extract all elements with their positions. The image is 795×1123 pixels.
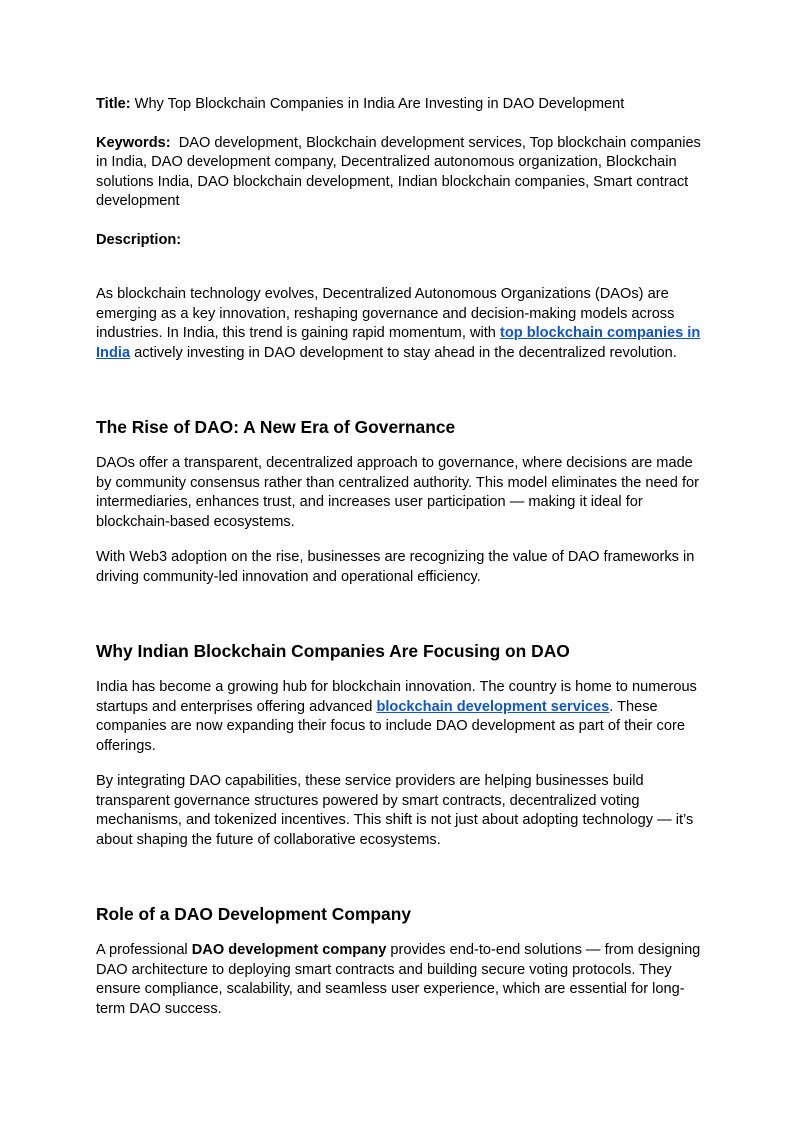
section-heading-rise-of-dao: The Rise of DAO: A New Era of Governance — [96, 417, 456, 437]
section-heading-why-indian-companies: Why Indian Blockchain Companies Are Focusing on DAO — [96, 641, 570, 661]
section-2-p1-before: India has become a growing hub for blockchain innovation. The country is home to numerous startups and enterprises offering advanced — [96, 679, 697, 715]
title-label: Title: — [96, 96, 131, 112]
section-3-p1-after: provides end-to-end solutions — from designing DAO architecture to deploying smart contracts and building secure voting protocols. They ensure compliance, scalability, and seamless user experience, which are essential for long-term DAO success. — [96, 942, 701, 1017]
section-heading-role-of-dao-company: Role of a DAO Development Company — [96, 904, 412, 924]
keywords-label: Keywords: — [96, 134, 171, 151]
section-1-paragraph-2: With Web3 adoption on the rise, businesses are recognizing the value of DAO frameworks in driving community-led innovation and operational efficiency. — [96, 549, 695, 585]
section-1-paragraph-1: DAOs offer a transparent, decentralized approach to governance, where decisions are made by community consensus rather than centralized authority. This model eliminates the need for intermediaries, enhances trust, and increases user participation — making it ideal for blockchain-based ecosystems. — [96, 455, 699, 530]
section-2-paragraph-1 — [96, 678, 706, 756]
section-2-paragraph-2: By integrating DAO capabilities, these service providers are helping businesses build transparent governance structures powered by smart contracts, decentralized voting mechanisms, and tokenized incentives. This shift is not just about adopting technology — it’s about shaping the future of collaborative ecosystems. — [96, 773, 694, 848]
blockchain-development-services-link[interactable]: blockchain development services — [376, 698, 610, 715]
section-3-p1-before: A professional — [96, 942, 192, 958]
intro-text-after: actively investing in DAO development to stay ahead in the decentralized revolution. — [130, 344, 677, 361]
intro-text-before: As blockchain technology evolves, Decentralized Autonomous Organizations (DAOs) are emerging as a key innovation, reshaping governance and decision-making models across industries. In India, this trend is gaining rapid momentum, with — [96, 286, 675, 341]
section-3-paragraph-1 — [96, 941, 706, 1019]
description-label: Description: — [96, 231, 182, 248]
meta-title-line — [96, 95, 706, 115]
keywords-value: DAO development, Blockchain development services, Top blockchain companies in India, DAO development company, Decentralized autonomous organization, Blockchain solutions India, DAO blockchain development, Indian blockchain companies, Smart contract development — [96, 134, 705, 209]
document-page — [96, 95, 706, 1035]
title-value: Why Top Blockchain Companies in India Are Investing in DAO Development — [130, 96, 625, 112]
section-2-p1-after: . These companies are now expanding their focus to include DAO development as part of their core offerings. — [96, 698, 685, 754]
intro-paragraph — [96, 285, 706, 363]
top-blockchain-companies-link[interactable]: top blockchain companies in India — [96, 325, 701, 361]
meta-keywords-line — [96, 134, 706, 212]
dao-development-company-bold: DAO development company — [191, 942, 387, 958]
